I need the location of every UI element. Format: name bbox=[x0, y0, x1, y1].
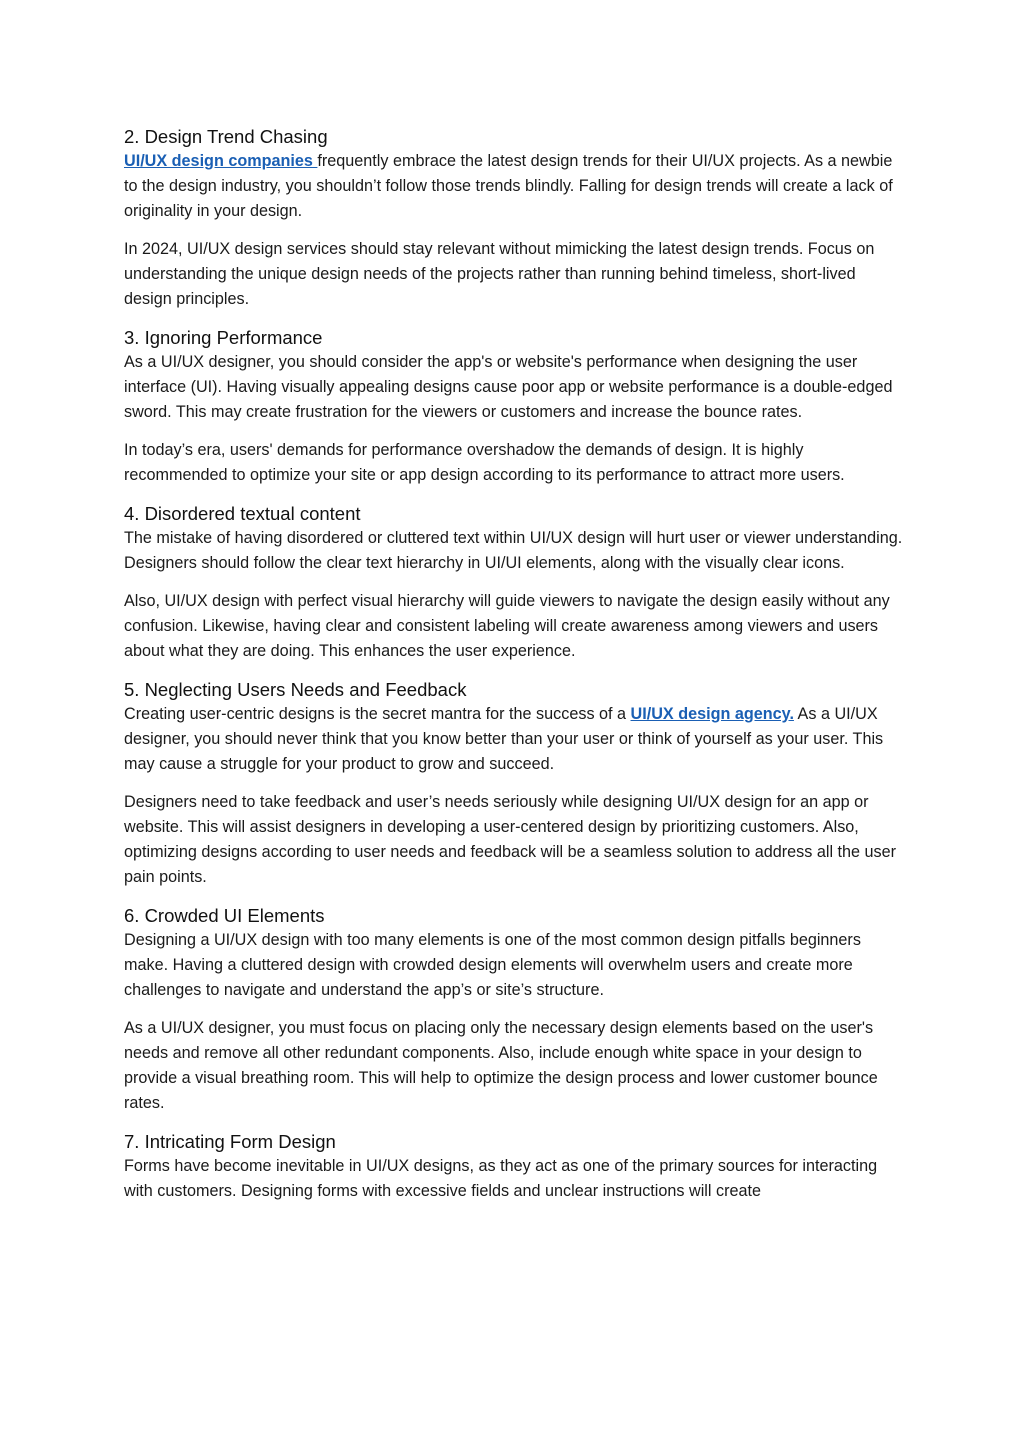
section-intricating-form-design bbox=[124, 1129, 906, 1204]
ui-ux-design-agency-link[interactable]: UI/UX design agency. bbox=[630, 705, 794, 723]
section-heading: 4. Disordered textual content bbox=[124, 503, 361, 524]
section-paragraph bbox=[124, 149, 906, 224]
section-paragraph: Forms have become inevitable in UI/UX designs, as they act as one of the primary sources for interacting with customers. Designing forms with excessive fields and unclear instructions will create bbox=[124, 1157, 878, 1200]
section-paragraph: As a UI/UX designer, you should consider the app's or website's performance when designing the user interface (UI). Having visually appealing designs cause poor app or website performance is a double-edged sword. This may create frustration for the viewers or customers and increase the bounce rates. bbox=[124, 353, 893, 421]
section-heading: 5. Neglecting Users Needs and Feedback bbox=[124, 679, 467, 700]
ui-ux-design-companies-link[interactable]: UI/UX design companies bbox=[124, 152, 318, 170]
section-paragraph: In 2024, UI/UX design services should stay relevant without mimicking the latest design trends. Focus on understanding the unique design needs of the projects rather than running behind timeless, short-lived design principles. bbox=[124, 240, 875, 308]
section-paragraph bbox=[124, 702, 906, 777]
section-heading: 2. Design Trend Chasing bbox=[124, 126, 328, 147]
section-heading: 6. Crowded UI Elements bbox=[124, 905, 325, 926]
paragraph-text: As a UI/UX designer, you should never think that you know better than your user or think of yourself as your user. This may cause a struggle for your product to grow and succeed. bbox=[124, 705, 884, 773]
section-paragraph: The mistake of having disordered or cluttered text within UI/UX design will hurt user or viewer understanding. Designers should follow the clear text hierarchy in UI/UI elements, along with the visually clear icons. bbox=[124, 529, 903, 572]
paragraph-text: frequently embrace the latest design trends for their UI/UX projects. As a newbie to the design industry, you shouldn’t follow those trends blindly. Falling for design trends will create a lack of originality in your design. bbox=[124, 152, 893, 220]
section-crowded-ui-elements bbox=[124, 903, 906, 1116]
section-paragraph: As a UI/UX designer, you must focus on placing only the necessary design elements based on the user's needs and remove all other redundant components. Also, include enough white space in your design to provide a visual breathing room. This will help to optimize the design process and lower customer bounce rates. bbox=[124, 1019, 878, 1112]
section-paragraph: Designing a UI/UX design with too many elements is one of the most common design pitfalls beginners make. Having a cluttered design with crowded design elements will overwhelm users and create more challenges to navigate and understand the app’s or site’s structure. bbox=[124, 931, 861, 999]
paragraph-text: Creating user-centric designs is the secret mantra for the success of a bbox=[124, 705, 631, 723]
section-design-trend-chasing bbox=[124, 124, 906, 312]
document-page bbox=[124, 124, 906, 1217]
section-paragraph: Designers need to take feedback and user’s needs seriously while designing UI/UX design for an app or website. This will assist designers in developing a user-centered design by prioritizing customers. Also, optimizing designs according to user needs and feedback will be a seamless solution to address all the user pain points. bbox=[124, 793, 897, 886]
section-ignoring-performance bbox=[124, 325, 906, 488]
section-heading: 7. Intricating Form Design bbox=[124, 1131, 336, 1152]
section-paragraph: In today’s era, users' demands for performance overshadow the demands of design. It is highly recommended to optimize your site or app design according to its performance to attract more users. bbox=[124, 441, 845, 484]
section-neglecting-users-needs bbox=[124, 677, 906, 890]
section-heading: 3. Ignoring Performance bbox=[124, 327, 323, 348]
section-paragraph: Also, UI/UX design with perfect visual hierarchy will guide viewers to navigate the design easily without any confusion. Likewise, having clear and consistent labeling will create awareness among viewers and users about what they are doing. This enhances the user experience. bbox=[124, 592, 890, 660]
section-disordered-textual-content bbox=[124, 501, 906, 664]
